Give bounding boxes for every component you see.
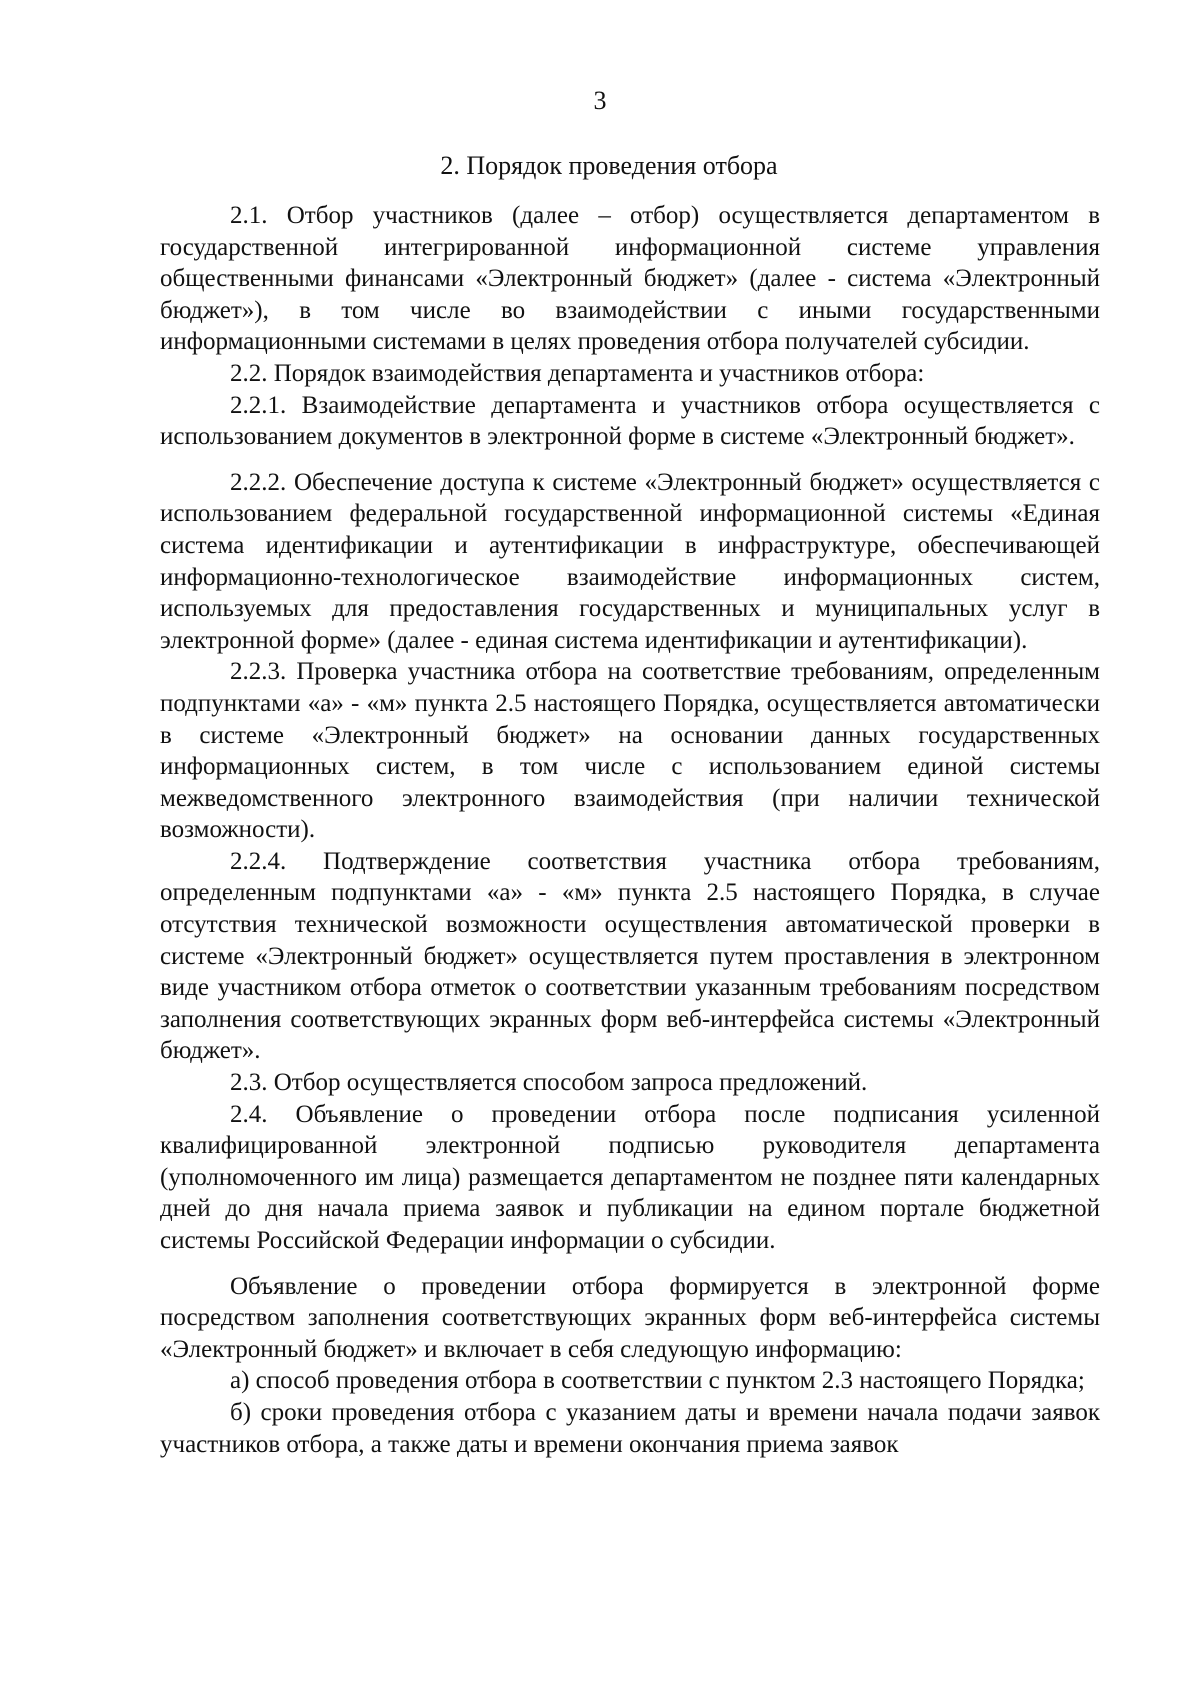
paragraph-2-3: 2.3. Отбор осуществляется способом запроса предложений. [230,1069,868,1097]
paragraph-2-2-2: 2.2.2. Обеспечение доступа к системе «Электронный бюджет» осуществляется с использованием федеральной государственной информационной системы «Единая система идентификации и аутентификации в инфраструктуре, обеспечивающей информационно-технологическое взаимодействие информационных систем, используемых для предоставления государственных и муниципальных услуг в электронной форме» (далее - единая система идентификации и аутентификации). [160,468,1100,654]
section-title: 2. Порядок проведения отбора [440,151,778,180]
paragraph-2-2: 2.2. Порядок взаимодействия департамента и участников отбора: [230,359,925,387]
paragraph-2-4: 2.4. Объявление о проведении отбора после подписания усиленной квалифицированной электронной подписью руководителя департамента (уполномоченного им лица) размещается департаментом не позднее пяти календарных дней до дня начала приема заявок и публикации на едином портале бюджетной системы Российской Федерации информации о субсидии. [160,1100,1100,1254]
paragraph-2-1: 2.1. Отбор участников (далее – отбор) осуществляется департаментом в государственной интегрированной информационной системе управления общественными финансами «Электронный бюджет» (далее - система «Электронный бюджет»), в том числе во взаимодействии с иными государственными информационными системами в целях проведения отбора получателей субсидии. [160,202,1100,356]
list-item-b: б) сроки проведения отбора с указанием даты и времени начала подачи заявок участников отбора, а также даты и времени окончания приема заявок [160,1398,1100,1458]
page-number: 3 [593,86,607,115]
paragraph-2-2-3: 2.2.3. Проверка участника отбора на соответствие требованиям, определенным подпунктами «а» - «м» пункта 2.5 настоящего Порядка, осуществляется автоматически в системе «Электронный бюджет» на основании данных государственных информационных систем, в том числе с использованием единой системы межведомственного электронного взаимодействия (при наличии технической возможности). [160,658,1100,844]
paragraph-2-2-1: 2.2.1. Взаимодействие департамента и участников отбора осуществляется с использованием документов в электронной форме в системе «Электронный бюджет». [160,391,1100,451]
paragraph-announcement: Объявление о проведении отбора формируется в электронной форме посредством заполнения соответствующих экранных форм веб-интерфейса системы «Электронный бюджет» и включает в себя следующую информацию: [160,1272,1100,1363]
document-body [160,200,1100,1460]
paragraph-2-2-4: 2.2.4. Подтверждение соответствия участника отбора требованиям, определенным подпунктами «а» - «м» пункта 2.5 настоящего Порядка, в случае отсутствия технической возможности осуществления автоматической проверки в системе «Электронный бюджет» осуществляется путем проставления в электронном виде участником отбора отметок о соответствии указанным требованиям посредством заполнения соответствующих экранных форм веб-интерфейса системы «Электронный бюджет». [160,847,1100,1065]
list-item-a: а) способ проведения отбора в соответствии с пунктом 2.3 настоящего Порядка; [230,1367,1085,1395]
